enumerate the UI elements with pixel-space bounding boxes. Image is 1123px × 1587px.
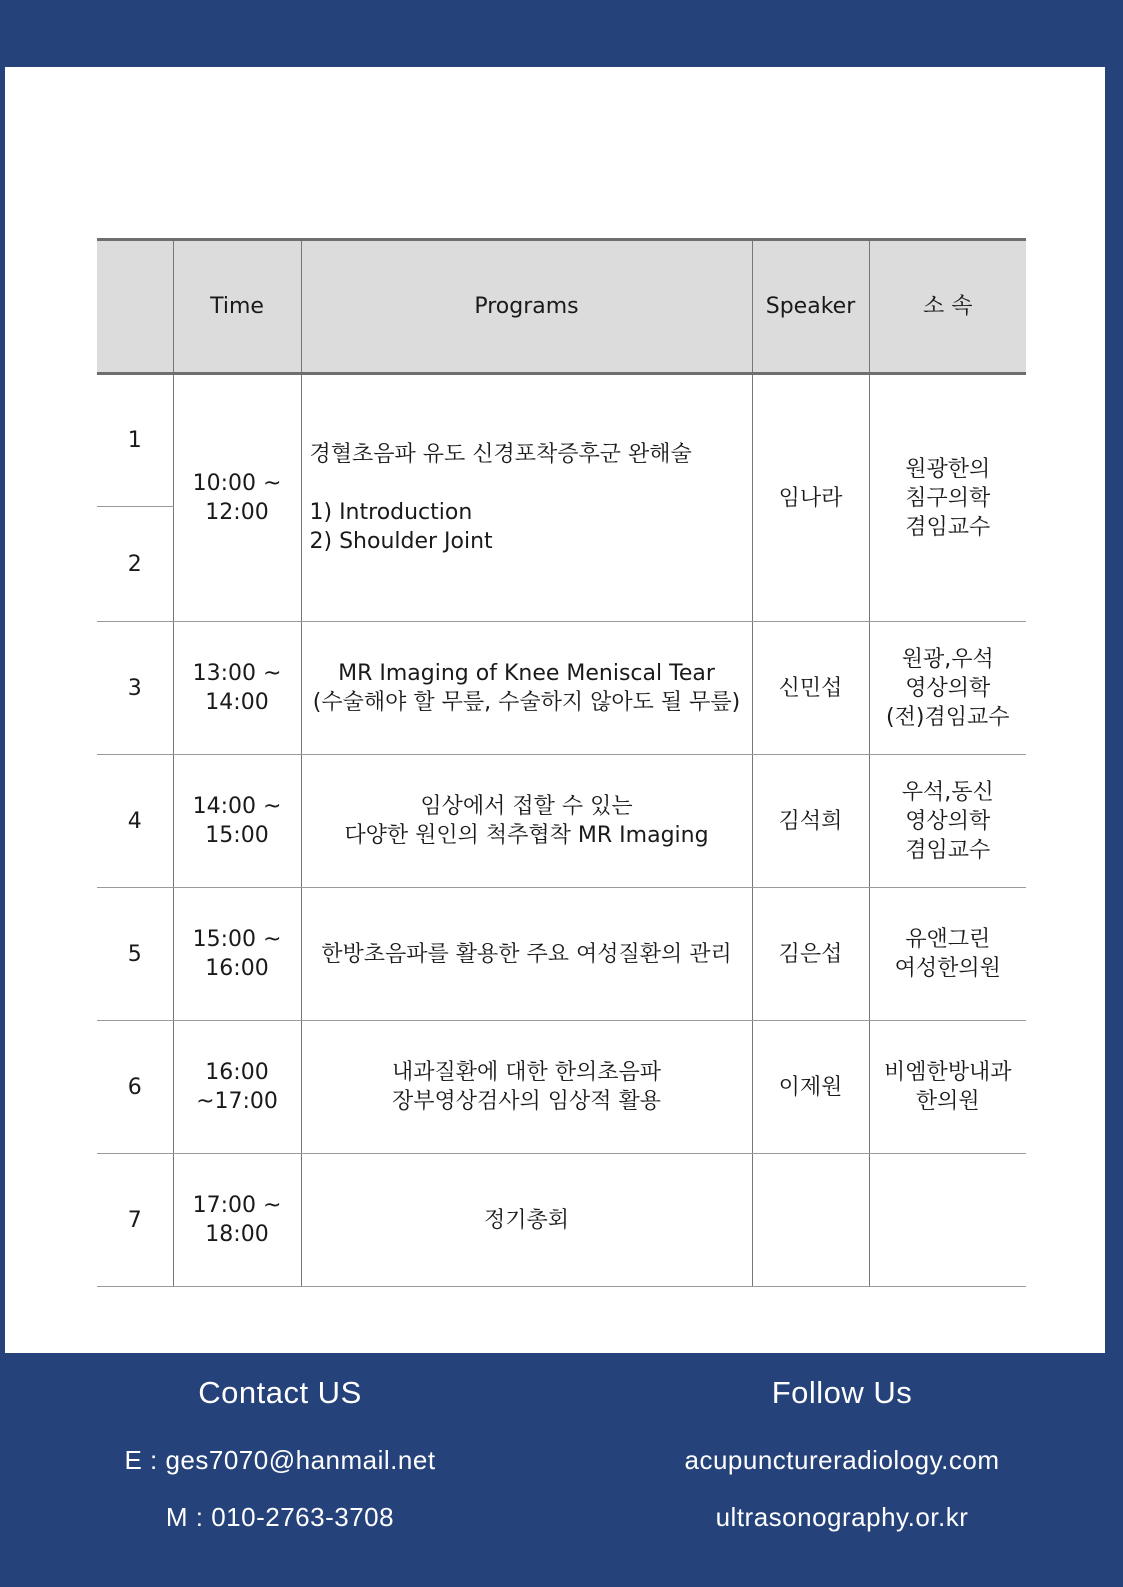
table-row — [97, 622, 1026, 755]
session-no: 4 — [97, 755, 173, 888]
session-no: 6 — [97, 1021, 173, 1154]
session-program: 임상에서 접할 수 있는 다양한 원인의 척추협착 MR Imaging — [301, 755, 752, 888]
contact-email[interactable]: E : ges7070@hanmail.net — [124, 1445, 436, 1475]
session-no: 1 — [97, 374, 173, 507]
program-title: 경혈초음파 유도 신경포착증후군 완해술 — [309, 442, 692, 467]
session-speaker: 신민섭 — [752, 622, 869, 755]
session-affiliation — [869, 1154, 1026, 1287]
session-program — [301, 374, 752, 622]
website-link-1[interactable]: acupunctureradiology.com — [684, 1445, 1000, 1475]
session-program: MR Imaging of Knee Meniscal Tear (수술해야 할 무릎, 수술하지 않아도 될 무릎) — [301, 622, 752, 755]
time-end: 12:00 — [205, 500, 269, 525]
program-item: 2) Shoulder Joint — [309, 529, 493, 554]
affiliation-line: 원광한의 — [905, 456, 991, 482]
header-time: Time — [173, 240, 301, 374]
table-header-row — [97, 240, 1026, 374]
session-no: 7 — [97, 1154, 173, 1287]
table-row — [97, 1154, 1026, 1287]
session-affiliation — [869, 374, 1026, 622]
session-affiliation: 비엠한방내과 한의원 — [869, 1021, 1026, 1154]
header-no — [97, 240, 173, 374]
session-speaker: 김석희 — [752, 755, 869, 888]
session-time — [173, 374, 301, 622]
affiliation-line: 겸임교수 — [905, 514, 991, 540]
table-row — [97, 755, 1026, 888]
session-speaker: 김은섭 — [752, 888, 869, 1021]
session-affiliation: 유앤그린 여성한의원 — [869, 888, 1026, 1021]
table-row — [97, 888, 1026, 1021]
table-row — [97, 1021, 1026, 1154]
session-affiliation: 우석,동신 영상의학 겸임교수 — [869, 755, 1026, 888]
session-program: 내과질환에 대한 한의초음파 장부영상검사의 임상적 활용 — [301, 1021, 752, 1154]
follow-section — [612, 1353, 1072, 1533]
session-time: 14:00 ~ 15:00 — [173, 755, 301, 888]
session-no: 2 — [97, 507, 173, 622]
session-speaker: 이제원 — [752, 1021, 869, 1154]
session-program: 정기총회 — [301, 1154, 752, 1287]
header-affiliation: 소 속 — [869, 240, 1026, 374]
page-content — [5, 67, 1105, 1353]
contact-title: Contact US — [198, 1375, 362, 1410]
session-speaker: 임나라 — [752, 374, 869, 622]
schedule-table — [97, 238, 1026, 1287]
session-time: 13:00 ~ 14:00 — [173, 622, 301, 755]
session-affiliation: 원광,우석 영상의학 (전)겸임교수 — [869, 622, 1026, 755]
header-programs: Programs — [301, 240, 752, 374]
header-speaker: Speaker — [752, 240, 869, 374]
program-item: 1) Introduction — [309, 500, 473, 525]
session-time: 15:00 ~ 16:00 — [173, 888, 301, 1021]
time-start: 10:00 ~ — [192, 471, 282, 496]
session-time: 16:00 ~17:00 — [173, 1021, 301, 1154]
contact-section — [50, 1353, 510, 1533]
follow-title: Follow Us — [771, 1375, 913, 1410]
session-time: 17:00 ~ 18:00 — [173, 1154, 301, 1287]
table-row — [97, 374, 1026, 507]
contact-mobile[interactable]: M : 010-2763-3708 — [165, 1502, 395, 1532]
affiliation-line: 침구의학 — [905, 485, 991, 511]
session-no: 5 — [97, 888, 173, 1021]
session-speaker — [752, 1154, 869, 1287]
website-link-2[interactable]: ultrasonography.or.kr — [715, 1502, 969, 1532]
session-program: 한방초음파를 활용한 주요 여성질환의 관리 — [301, 888, 752, 1021]
footer — [0, 1353, 1123, 1587]
session-no: 3 — [97, 622, 173, 755]
